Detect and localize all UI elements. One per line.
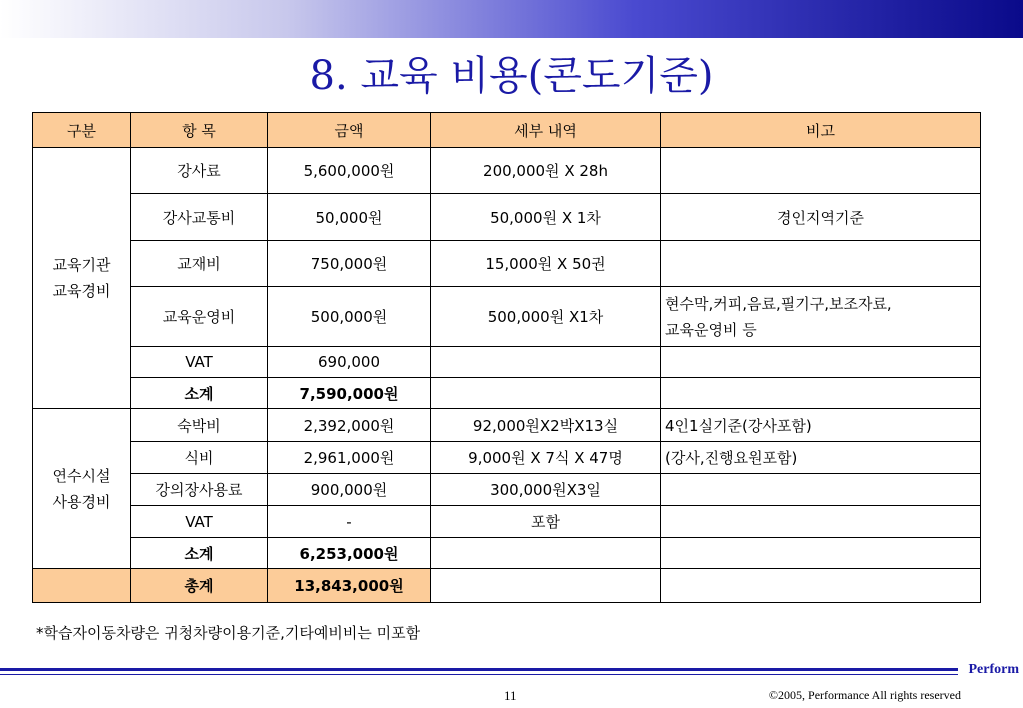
item-cell: 식비 [131,442,268,474]
detail-cell: 300,000원X3일 [431,474,661,506]
amount-cell: 750,000원 [268,241,431,287]
amount-cell: 7,590,000원 [268,378,431,409]
item-cell: 강사료 [131,148,268,194]
table-row [33,241,981,287]
group-label-cell [33,409,131,569]
detail-cell: 포함 [431,506,661,538]
amount-cell: 50,000원 [268,194,431,241]
brand-label: Perform [968,662,1019,677]
amount-cell: 690,000 [268,347,431,378]
amount-cell: 5,600,000원 [268,148,431,194]
top-gradient-bar [0,0,1023,38]
total-label-cell: 총계 [131,569,268,603]
table-row [33,194,981,241]
table-row [33,474,981,506]
item-cell: VAT [131,506,268,538]
total-amount-cell: 13,843,000원 [268,569,431,603]
note-cell [661,474,981,506]
item-cell: VAT [131,347,268,378]
note-cell [661,287,981,347]
header-row [33,113,981,148]
subtotal-row [33,538,981,569]
total-detail-cell [431,569,661,603]
detail-cell: 9,000원 X 7식 X 47명 [431,442,661,474]
note-cell [661,378,981,409]
item-cell: 숙박비 [131,409,268,442]
item-cell: 강의장사용료 [131,474,268,506]
item-cell: 교육운영비 [131,287,268,347]
item-cell: 교재비 [131,241,268,287]
header-cell: 비고 [661,113,981,148]
amount-cell: - [268,506,431,538]
note-cell [661,506,981,538]
group-label-line: 교육기관 [52,256,111,274]
amount-cell: 900,000원 [268,474,431,506]
item-cell: 소계 [131,538,268,569]
detail-cell [431,378,661,409]
slide-title: 8. 교육 비용(콘도기준) [309,53,714,99]
detail-cell [431,538,661,569]
subtotal-row [33,378,981,409]
amount-cell: 6,253,000원 [268,538,431,569]
table-row [33,148,981,194]
detail-cell: 200,000원 X 28h [431,148,661,194]
header-cell: 세부 내역 [431,113,661,148]
amount-cell: 2,961,000원 [268,442,431,474]
amount-cell: 2,392,000원 [268,409,431,442]
detail-cell: 50,000원 X 1차 [431,194,661,241]
footnote: *학습자이동차량은 귀청차량이용기준,기타예비비는 미포함 [36,624,421,642]
total-row [33,569,981,603]
total-note-cell [661,569,981,603]
note-cell [661,347,981,378]
note-cell [661,538,981,569]
note-line: 교육운영비 등 [665,320,757,339]
total-blank-cell [33,569,131,603]
note-line: 현수막,커피,음료,필기구,보조자료, [665,294,892,313]
header-cell: 구분 [33,113,131,148]
group-label-line: 연수시설 [52,466,111,485]
detail-cell: 92,000원X2박X13실 [431,409,661,442]
table-row [33,442,981,474]
page-number: 11 [504,688,517,703]
note-cell: 4인1실기준(강사포함) [661,409,981,442]
note-cell [661,148,981,194]
table-row [33,409,981,442]
item-cell: 소계 [131,378,268,409]
note-cell: (강사,진행요원포함) [661,442,981,474]
table-row [33,347,981,378]
note-cell [661,241,981,287]
group-label-line: 교육경비 [52,282,111,300]
footer-rule [0,668,958,671]
group-label-line: 사용경비 [52,492,111,511]
note-cell: 경인지역기준 [661,194,981,241]
footer-rule-thin [0,674,958,675]
group-label-cell [33,148,131,409]
table-row [33,287,981,347]
header-cell: 금액 [268,113,431,148]
detail-cell: 15,000원 X 50권 [431,241,661,287]
cost-table [32,112,981,603]
item-cell: 강사교통비 [131,194,268,241]
copyright-text: ©2005, Performance All rights reserved [768,688,961,702]
table-row [33,506,981,538]
detail-cell [431,347,661,378]
amount-cell: 500,000원 [268,287,431,347]
detail-cell: 500,000원 X1차 [431,287,661,347]
header-cell: 항 목 [131,113,268,148]
